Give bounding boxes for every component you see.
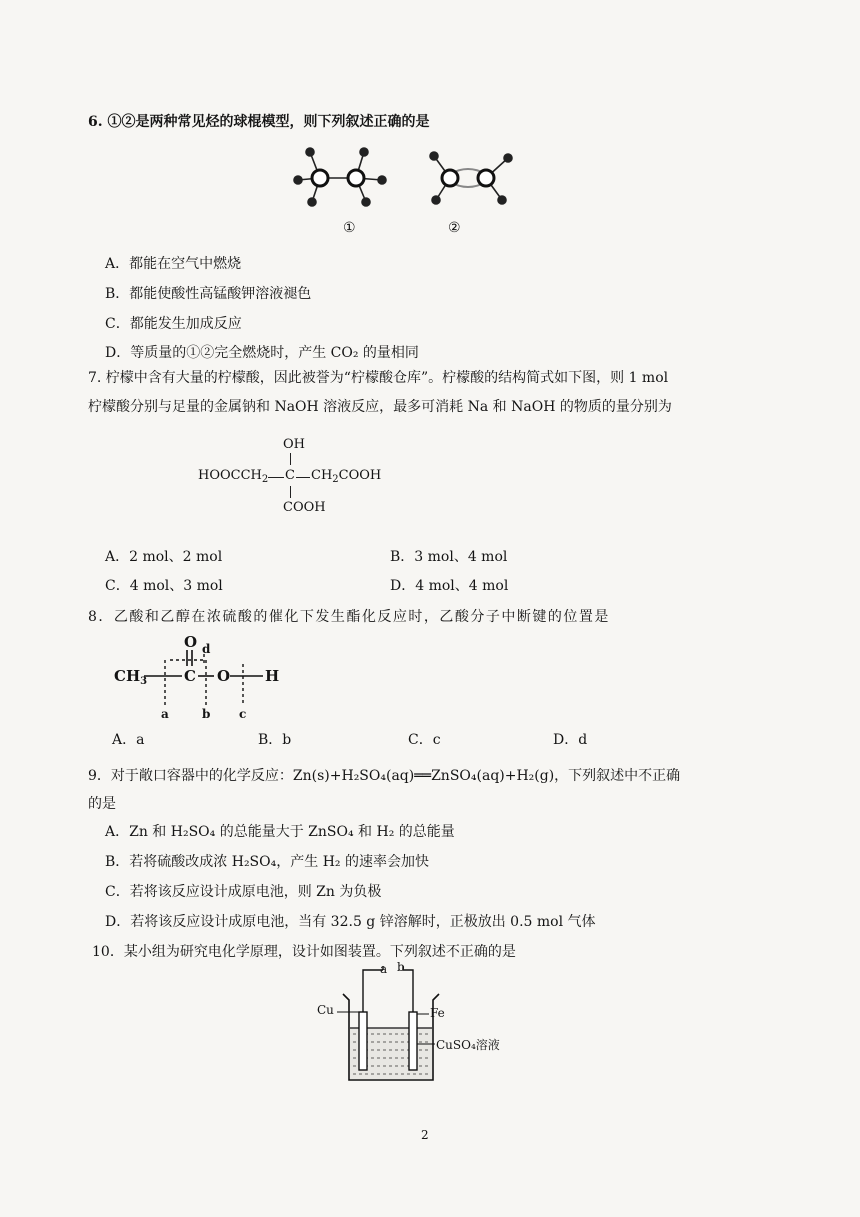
model-label-1: ① — [343, 220, 356, 236]
carbonyl-carbon: C — [184, 667, 196, 685]
q6-option-c: C．都能发生加成反应 — [105, 316, 242, 332]
q7-option-c: C．4 mol、3 mol — [105, 578, 223, 594]
ethylene-model — [430, 152, 512, 204]
q7-stem-line1: 7. 柠檬中含有大量的柠檬酸，因此被誉为“柠檬酸仓库”。柠檬酸的结构简式如下图，则 1 mol — [88, 370, 669, 386]
formula-cooh-bottom: COOH — [283, 500, 326, 515]
formula-oh: OH — [283, 437, 305, 452]
q6-stem: 6. ①②是两种常见烃的球棍模型，则下列叙述正确的是 — [88, 114, 430, 130]
q7-option-d: D．4 mol、4 mol — [390, 578, 509, 594]
cu-electrode-label: Cu — [317, 1003, 334, 1017]
q10-stem: 10．某小组为研究电化学原理，设计如图装置。下列叙述不正确的是 — [92, 944, 516, 960]
formula-right-group: $CH_2COOH$ — [311, 468, 382, 485]
q7-option-b: B．3 mol、4 mol — [390, 549, 508, 565]
bond-cut-lines — [100, 630, 300, 720]
cut-label-d: d — [202, 642, 211, 656]
q6-option-d: D．等质量的①②完全燃烧时，产生 CO₂ 的量相同 — [105, 345, 419, 361]
q9-stem-line1: 9．对于敞口容器中的化学反应：Zn(s)+H₂SO₄(aq)══ZnSO₄(aq)+H₂(g)，下列叙述中不正确 — [88, 768, 681, 784]
q8-option-c: C．c — [408, 732, 441, 748]
formula-left-group: $HOOCCH_2$ — [198, 468, 269, 485]
cut-label-a: a — [161, 707, 169, 721]
q8-option-a: A．a — [112, 732, 145, 748]
fe-electrode-label: Fe — [430, 1006, 445, 1020]
page-number: 2 — [421, 1128, 429, 1142]
q9-option-c: C．若将该反应设计成原电池，则 Zn 为负极 — [105, 884, 382, 900]
q7-stem-line2: 柠檬酸分别与足量的金属钠和 NaOH 溶液反应，最多可消耗 Na 和 NaOH 的物质的量分别为 — [88, 399, 672, 415]
q9-stem-line2: 的是 — [88, 796, 116, 812]
formula-center-carbon: C — [285, 468, 295, 483]
q8-stem: 8．乙酸和乙醇在浓硫酸的催化下发生酯化反应时，乙酸分子中断键的位置是 — [88, 609, 610, 625]
q8-option-d: D．d — [553, 732, 588, 748]
cut-label-b: b — [202, 707, 211, 721]
q9-option-a: A．Zn 和 H₂SO₄ 的总能量大于 ZnSO₄ 和 H₂ 的总能量 — [105, 824, 455, 840]
terminal-b-label: b — [397, 960, 405, 974]
q9-option-b: B．若将硫酸改成浓 H₂SO₄，产生 H₂ 的速率会加快 — [105, 854, 429, 870]
q6-option-a: A．都能在空气中燃烧 — [105, 256, 242, 272]
carbonyl-oxygen: O — [184, 633, 198, 651]
ch3-group: $CH_3$ — [114, 667, 148, 687]
q9-option-d: D．若将该反应设计成原电池，当有 32.5 g 锌溶解时，正极放出 0.5 mol 气体 — [105, 914, 596, 930]
q6-option-b: B．都能使酸性高锰酸钾溶液褪色 — [105, 286, 312, 302]
ball-stick-models — [288, 140, 528, 245]
hydroxyl-oxygen: O — [217, 667, 231, 685]
hydroxyl-hydrogen: H — [265, 667, 280, 685]
terminal-a-label: a — [380, 962, 388, 976]
q8-option-b: B．b — [258, 732, 292, 748]
q7-option-a: A．2 mol、2 mol — [105, 549, 223, 565]
cuso4-solution-label: CuSO₄溶液 — [436, 1038, 500, 1052]
model-label-2: ② — [448, 220, 461, 236]
cut-label-c: c — [239, 707, 247, 721]
ethane-model — [294, 148, 386, 206]
